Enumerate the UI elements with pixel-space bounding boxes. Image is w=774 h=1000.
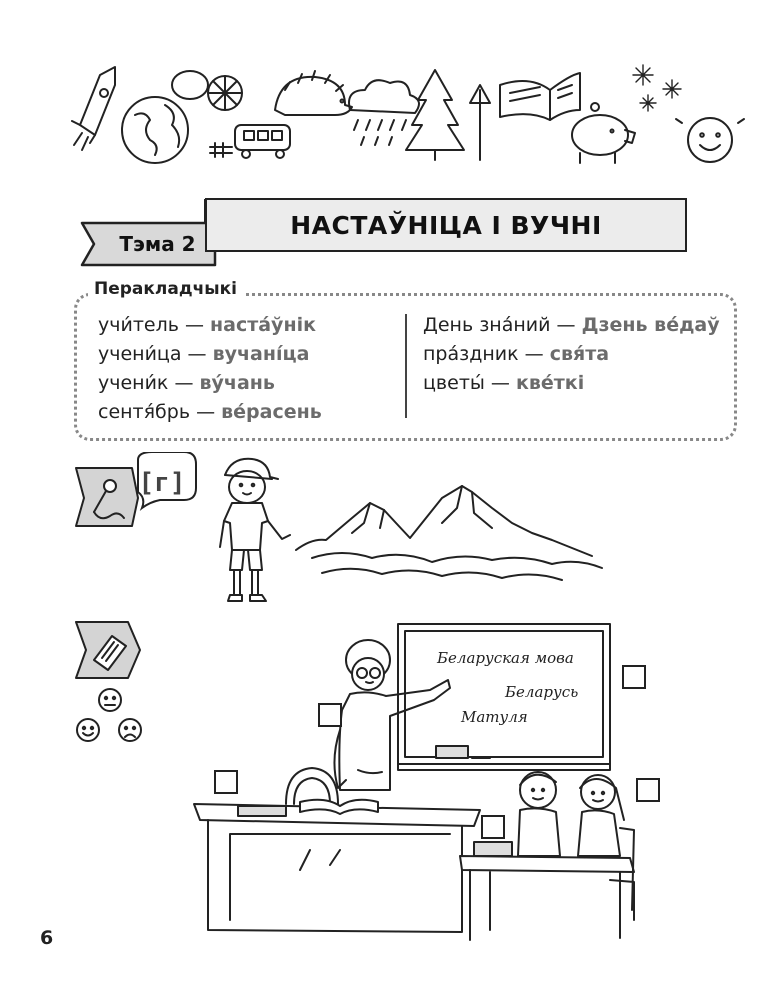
translator-heading: Перакладчыкі: [88, 279, 243, 299]
translator-right-column: [423, 311, 720, 398]
translation-row: [98, 311, 322, 340]
dash: —: [181, 343, 213, 365]
belarusian-word: вучані́ца: [212, 343, 310, 365]
lemon-icon: [172, 71, 242, 110]
dash: —: [190, 401, 222, 423]
translation-row: [423, 340, 720, 369]
rain-cloud-icon: [349, 80, 419, 145]
boy-illustration: [210, 455, 300, 615]
snowflake-icon: [633, 65, 681, 111]
dash: —: [168, 372, 200, 394]
translator-left-column: [98, 311, 322, 427]
answer-checkbox[interactable]: [214, 770, 238, 794]
russian-word: цветы́: [423, 372, 485, 394]
piggy-bank-icon: [572, 103, 635, 163]
writing-exercise-marker: [72, 620, 144, 680]
russian-word: учени́ца: [98, 343, 182, 365]
train-icon: [210, 125, 290, 158]
belarusian-word: ву́чань: [199, 372, 275, 394]
blackboard-line-3: Матуля: [461, 708, 528, 726]
translation-row: [98, 398, 322, 427]
translation-row: [98, 369, 322, 398]
column-divider: [405, 314, 407, 418]
top-decorations: [60, 55, 750, 170]
belarusian-word: свя́та: [549, 343, 610, 365]
hedgehog-icon: [275, 71, 352, 115]
arrow-up-icon: [470, 85, 490, 160]
belarusian-word: Дзень ве́даў: [581, 314, 720, 336]
dash: —: [178, 314, 211, 336]
rocket-icon: [72, 67, 115, 150]
translation-row: [423, 369, 720, 398]
russian-word: учени́к: [98, 372, 169, 394]
translation-row: [423, 311, 720, 340]
blackboard-line-1: Беларуская мова: [437, 649, 574, 667]
sound-transcription: [г]: [138, 468, 186, 498]
topic-tag: Тэма 2: [119, 232, 196, 256]
globe-icon: [122, 97, 188, 163]
dash: —: [550, 314, 582, 336]
topic-title: НАСТАЎНІЦА І ВУЧНІ: [290, 210, 602, 240]
dash: —: [484, 372, 516, 394]
russian-word: День зна́ний: [423, 314, 551, 336]
answer-checkbox[interactable]: [318, 703, 342, 727]
russian-word: пра́здник: [423, 343, 519, 365]
belarusian-word: ве́расень: [221, 401, 322, 423]
classroom-illustration: [190, 620, 640, 950]
answer-checkbox[interactable]: [636, 778, 660, 802]
fir-tree-icon: [406, 70, 464, 160]
belarusian-word: кве́ткі: [515, 372, 585, 394]
answer-checkbox[interactable]: [622, 665, 646, 689]
smiley-icon: [676, 118, 744, 162]
russian-word: сентя́брь: [98, 401, 191, 423]
answer-checkbox[interactable]: [481, 815, 505, 839]
russian-word: учи́тель: [98, 314, 179, 336]
blackboard-line-2: Беларусь: [505, 683, 579, 701]
book-icon: [500, 73, 580, 120]
page-number: 6: [40, 927, 54, 949]
mountains-illustration: [292, 478, 612, 588]
emotion-faces-icon: [74, 686, 146, 746]
dash: —: [518, 343, 550, 365]
translation-row: [98, 340, 322, 369]
belarusian-word: наста́ўнік: [210, 314, 316, 336]
